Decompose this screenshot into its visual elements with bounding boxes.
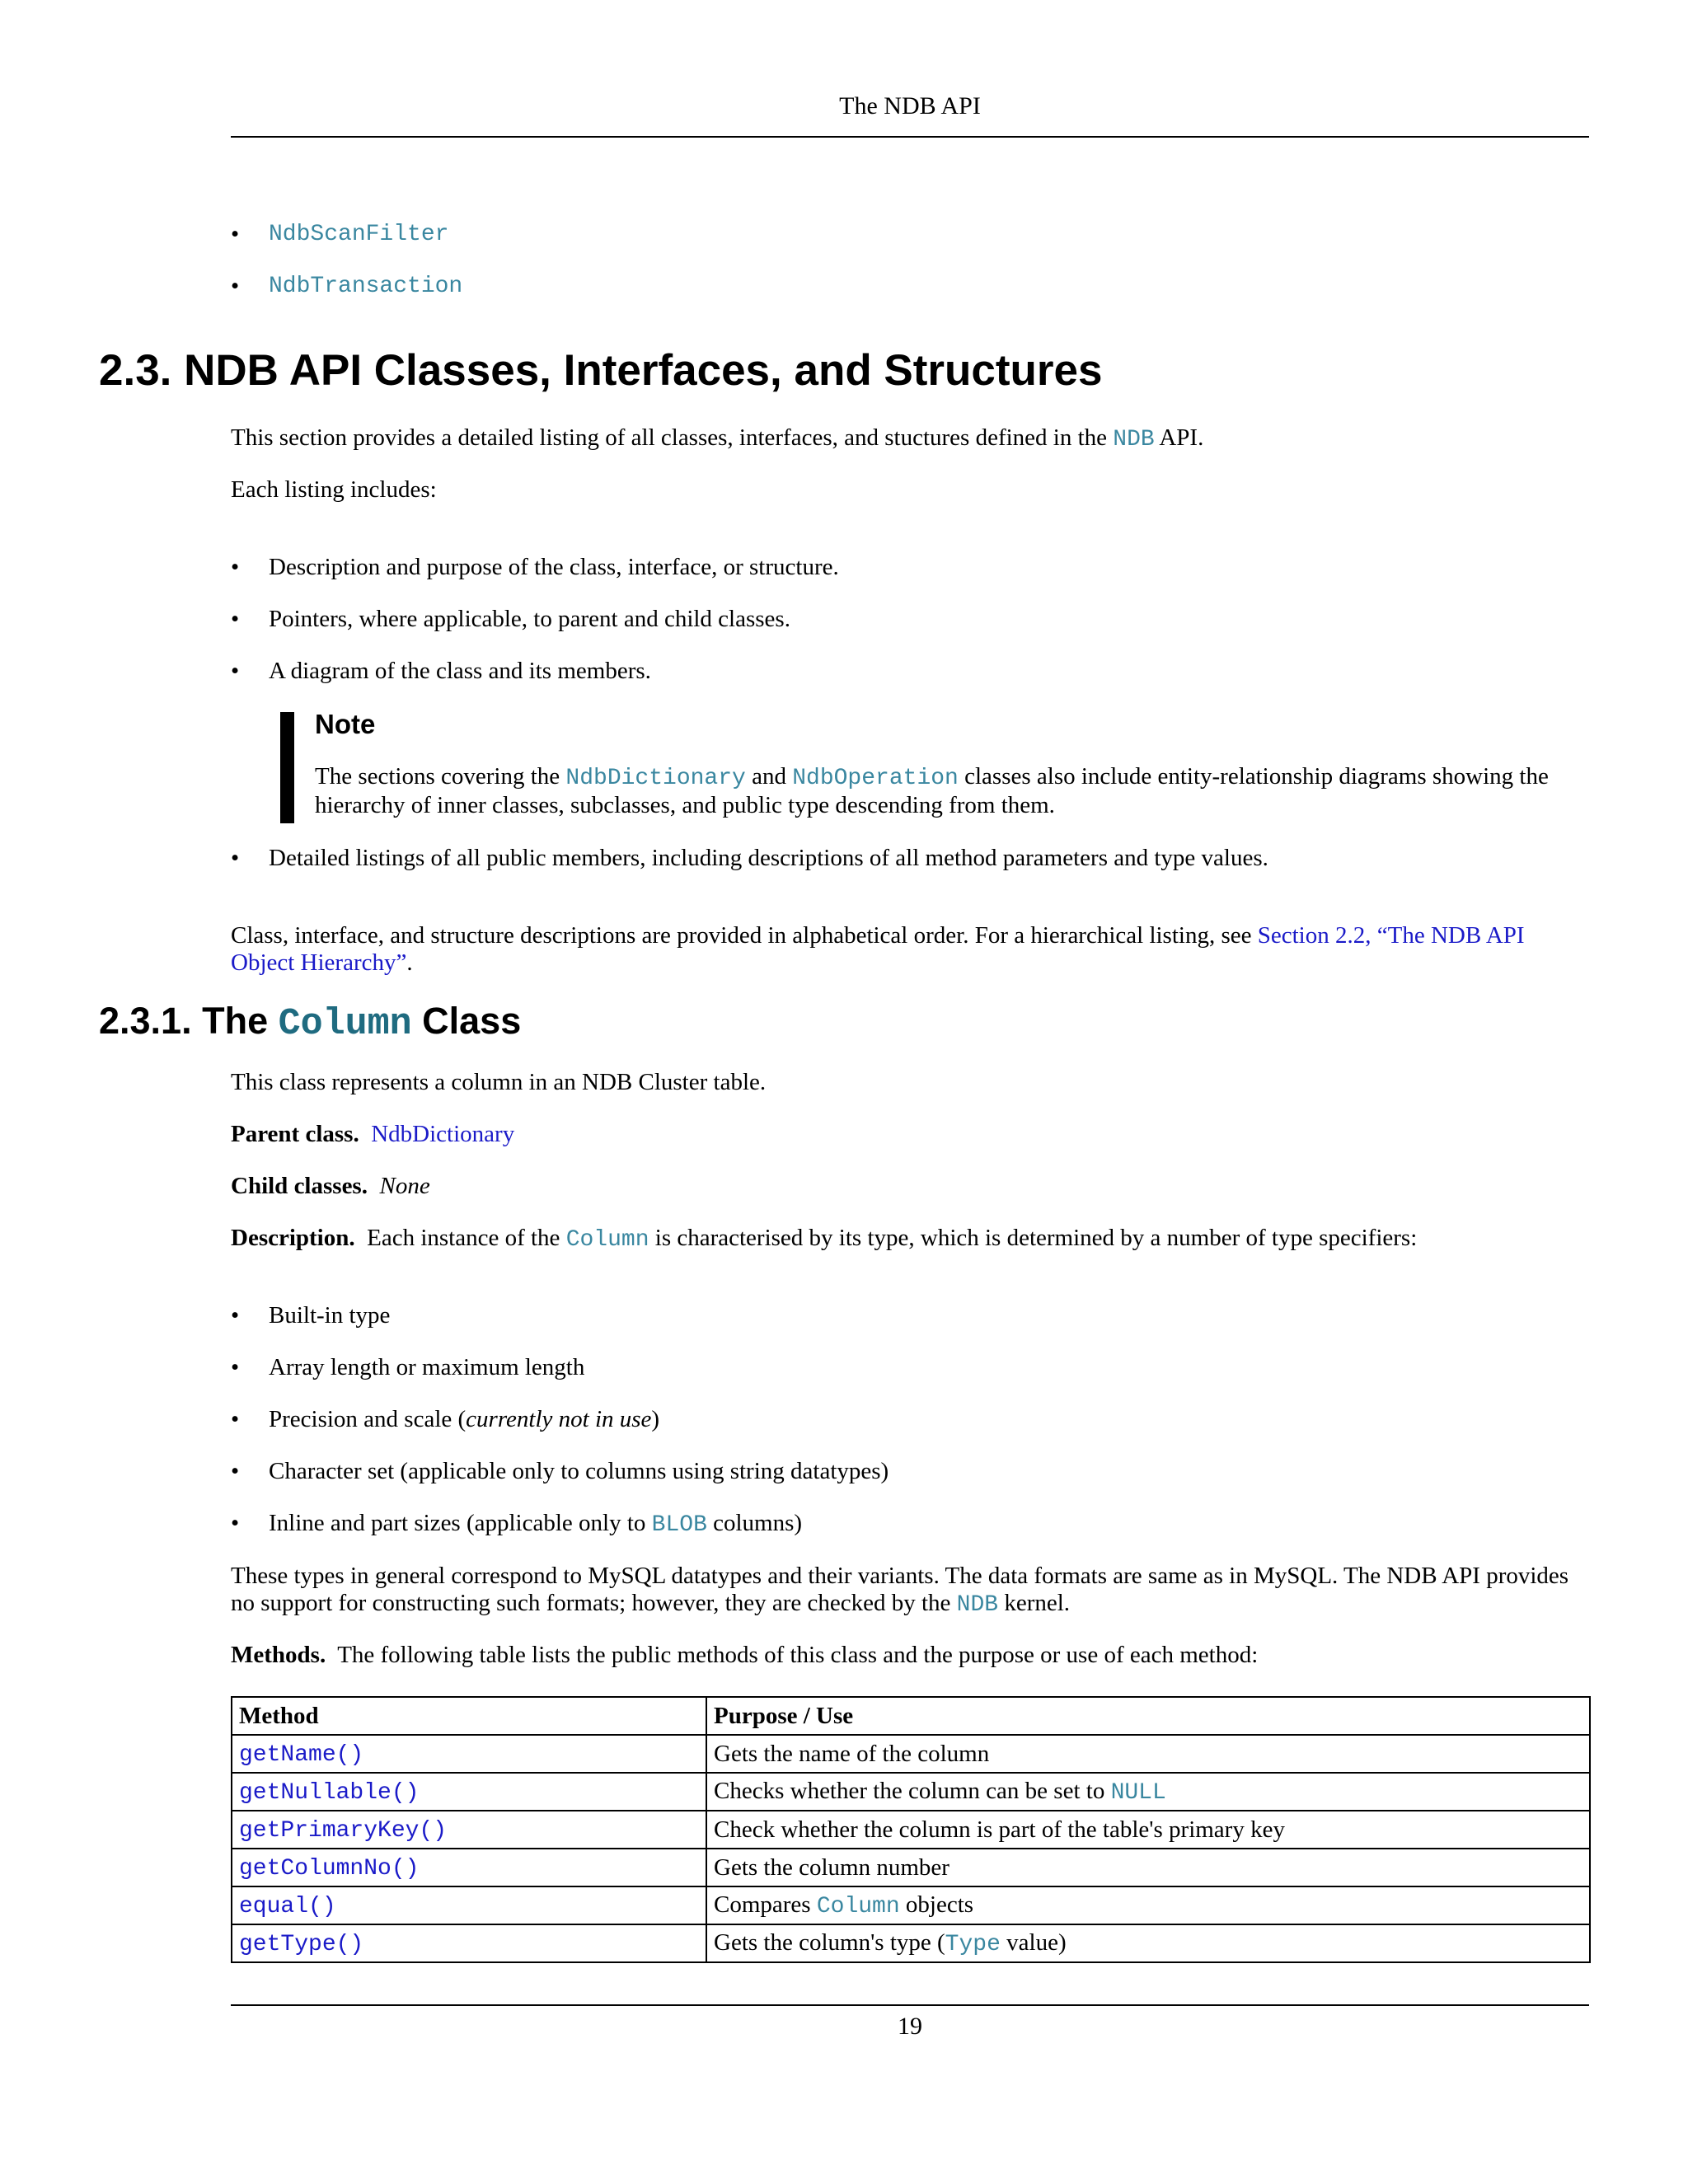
spec-text: columns) (706, 1510, 803, 1536)
table-row (232, 1849, 1590, 1886)
subsection-heading (99, 1000, 1582, 1046)
ndb-code: NDB (1113, 427, 1155, 452)
list-item-text: Detailed listings of all public members, including descriptions of all method parameters and type values. (269, 845, 1268, 871)
methods-text: The following table lists the public methods of this class and the purpose or use of each method: (337, 1642, 1259, 1668)
description-text: Each instance of the (367, 1225, 566, 1251)
bullet-icon: • (231, 554, 240, 580)
purpose-text: Compares (714, 1891, 817, 1918)
intro-text: This section provides a detailed listing of all classes, interfaces, and stuctures defined in the (231, 424, 1114, 451)
list-item-text (269, 1406, 1587, 1433)
purpose-cell (706, 1773, 1590, 1811)
child-classes-line (231, 1173, 1591, 1200)
spec-text: Precision and scale ( (269, 1406, 467, 1432)
table-row (232, 1735, 1590, 1773)
order-paragraph (231, 922, 1591, 977)
bullet-icon: • (231, 1354, 240, 1380)
column-code: Column (565, 1227, 649, 1253)
description-text: is characterised by its type, which is determined by a number of type specifiers: (649, 1225, 1418, 1251)
table-row (232, 1773, 1590, 1811)
includes-label: Each listing includes: (231, 476, 437, 503)
methods-label: Methods. (231, 1642, 326, 1668)
note-bar (280, 712, 294, 823)
link-ndbtransaction[interactable]: NdbTransaction (269, 274, 463, 299)
link-ndbscanfilter[interactable]: NdbScanFilter (269, 222, 449, 247)
method-link-getnullable[interactable]: getNullable() (239, 1779, 420, 1806)
order-text: Class, interface, and structure descriptions are provided in alphabetical order. For a hierarchical listing, see (231, 922, 1258, 949)
method-cell (232, 1773, 706, 1811)
bullet-icon: • (231, 658, 240, 684)
section-2-2-link[interactable]: Section 2.2, “The NDB API Object Hierarchy” (231, 922, 1525, 976)
note-body (315, 763, 1551, 819)
method-cell (232, 1886, 706, 1924)
note-title: Note (315, 709, 376, 739)
page-number: 19 (898, 2013, 922, 2040)
description-line (231, 1225, 1591, 1254)
intro-text-end: API. (1154, 424, 1204, 451)
purpose-text: value) (1000, 1929, 1067, 1956)
types-paragraph (231, 1563, 1591, 1619)
types-text-end: kernel. (998, 1590, 1071, 1616)
child-classes-label: Child classes. (231, 1173, 368, 1199)
list-item-text (269, 1510, 1587, 1539)
table-row (232, 1811, 1590, 1849)
ndb-code: NDB (956, 1592, 999, 1618)
blob-code: BLOB (651, 1512, 707, 1538)
column-header-method: Method (232, 1697, 706, 1735)
parent-class-line (231, 1121, 1591, 1148)
list-item-text: A diagram of the class and its members. (269, 658, 651, 684)
ndbdictionary-link[interactable]: NdbDictionary (371, 1121, 515, 1147)
table-row (232, 1886, 1590, 1924)
header-rule (231, 136, 1589, 138)
section-heading: 2.3. NDB API Classes, Interfaces, and Structures (99, 346, 1103, 395)
ndbdictionary-code: NdbDictionary (565, 766, 746, 791)
bullet-icon: • (231, 273, 240, 299)
ndboperation-code: NdbOperation (792, 766, 959, 791)
bullet-icon: • (231, 1458, 240, 1484)
child-classes-value: None (379, 1173, 430, 1199)
subsection-intro: This class represents a column in an NDB Cluster table. (231, 1069, 767, 1095)
column-header-purpose: Purpose / Use (706, 1697, 1590, 1735)
purpose-cell: Check whether the column is part of the table's primary key (706, 1811, 1590, 1849)
note-text: The sections covering the (315, 763, 566, 790)
table-header-row (232, 1697, 1590, 1735)
parent-class-label: Parent class. (231, 1121, 359, 1147)
purpose-text: Gets the column's type ( (714, 1929, 945, 1956)
bullet-icon: • (231, 1406, 240, 1432)
purpose-text: Checks whether the column can be set to (714, 1777, 1111, 1804)
spec-text: ) (651, 1406, 660, 1432)
list-item-text: Array length or maximum length (269, 1354, 585, 1380)
purpose-cell: Gets the name of the column (706, 1735, 1590, 1773)
method-link-gettype[interactable]: getType() (239, 1931, 364, 1957)
methods-table (231, 1696, 1591, 1963)
note-text: classes also include entity-relationship diagrams showing the hierarchy of inner classes, subclasses, and public type descending from them. (315, 763, 1549, 818)
method-link-equal[interactable]: equal() (239, 1893, 336, 1919)
table-row (232, 1924, 1590, 1962)
null-code: NULL (1110, 1779, 1166, 1806)
method-cell (232, 1811, 706, 1849)
column-code: Column (816, 1893, 900, 1919)
method-link-getprimarykey[interactable]: getPrimaryKey() (239, 1817, 448, 1844)
types-text: These types in general correspond to MySQL datatypes and their variants. The data formats are same as in MySQL. The NDB API provides no support for constructing such formats; however, they are checked by the (231, 1563, 1569, 1616)
heading-prefix: 2.3.1. The (99, 1000, 279, 1042)
section-intro (231, 424, 1591, 453)
purpose-cell (706, 1886, 1590, 1924)
running-header: The NDB API (839, 92, 981, 120)
spec-text: Inline and part sizes (applicable only to (269, 1510, 652, 1536)
method-cell (232, 1924, 706, 1962)
bullet-icon: • (231, 1510, 240, 1536)
list-item-text: Built-in type (269, 1302, 391, 1329)
spec-italic: currently not in use (466, 1406, 652, 1432)
methods-line (231, 1642, 1591, 1669)
method-cell (232, 1849, 706, 1886)
column-code: Column (278, 1003, 412, 1045)
list-item-text: Pointers, where applicable, to parent and child classes. (269, 606, 790, 632)
method-link-getcolumnno[interactable]: getColumnNo() (239, 1855, 420, 1882)
bullet-icon: • (231, 606, 240, 632)
purpose-cell (706, 1924, 1590, 1962)
list-item-text: Description and purpose of the class, interface, or structure. (269, 554, 839, 580)
note-text: and (745, 763, 793, 790)
method-cell (232, 1735, 706, 1773)
bullet-icon: • (231, 845, 240, 871)
list-item-text: Character set (applicable only to columns using string datatypes) (269, 1458, 889, 1484)
type-code: Type (945, 1931, 1001, 1957)
footer-rule (231, 2004, 1589, 2006)
method-link-getname[interactable]: getName() (239, 1741, 364, 1768)
order-text-end: . (406, 949, 413, 976)
bullet-icon: • (231, 1302, 240, 1329)
purpose-cell: Gets the column number (706, 1849, 1590, 1886)
description-label: Description. (231, 1225, 355, 1251)
bullet-icon: • (231, 221, 240, 247)
purpose-text: objects (899, 1891, 974, 1918)
heading-suffix: Class (411, 1000, 522, 1042)
